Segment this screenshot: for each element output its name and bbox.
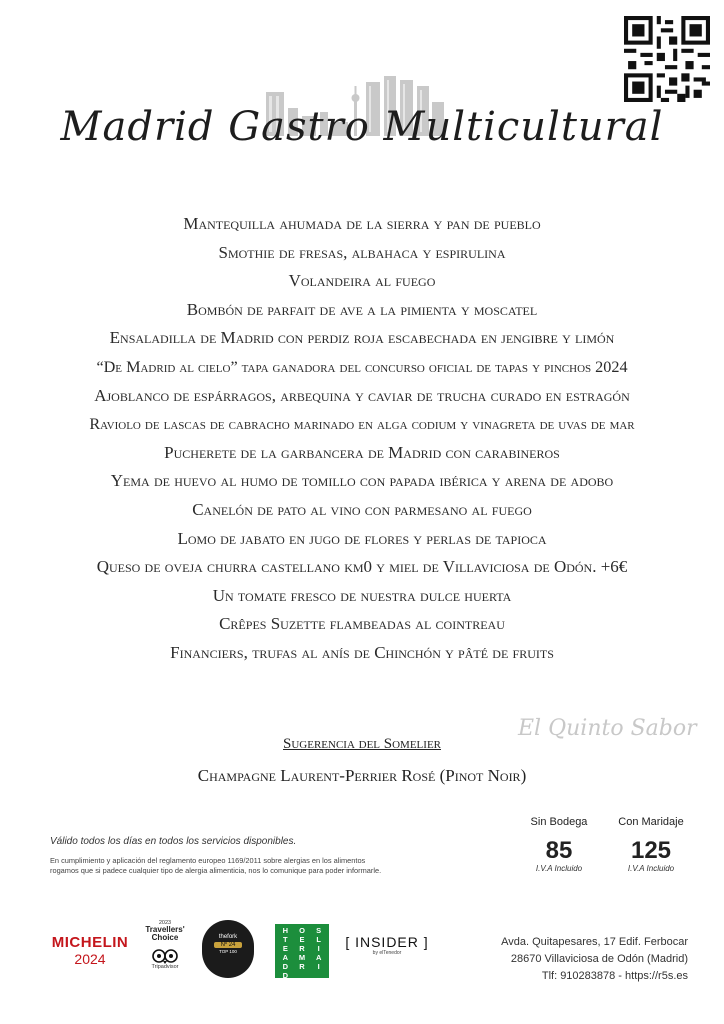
hosteleria-madrid-badge [275,924,329,978]
menu-item: Yema de huevo al humo de tomillo con papada ibérica y arena de adobo [110,471,614,491]
menu-item: Un tomate fresco de nuestra dulce huerta [212,585,512,605]
menu-item: Raviolo de lascas de cabracho marinado en alga codium y vinagreta de uvas de mar [89,415,635,434]
address-line: Avda. Quitapesares, 17 Edif. Ferbocar [501,936,688,948]
tripadvisor-badge [140,920,190,982]
somelier-heading: Sugerencia del Somelier [283,736,441,752]
price-con-maridaje [606,816,696,873]
menu-item: Crêpes Suzette flambeadas al cointreau [219,614,505,634]
michelin-year: 2024 [74,951,106,967]
fork-top: TOP 100 [219,949,237,954]
badge-letter: A [315,953,322,962]
badge-letter: I [317,962,320,971]
wine-suggestion: Champagne Laurent-Perrier Rosé (Pinot Noir) [197,766,527,785]
price-value: 125 [630,837,672,864]
trip-year: 2023 [158,920,172,926]
menu-item: “De Madrid al cielo” tapa ganadora del concurso oficial de tapas y pinchos 2024 [96,357,628,376]
signature-watermark: El Quinto Sabor [518,716,697,741]
validity-note: Válido todos los días en todos los servicios disponibles. [50,836,297,847]
trip-brand: Tripadvisor [151,964,179,970]
insider-name: [ INSIDER ] [345,934,429,950]
badge-letter: L [316,935,321,944]
trip-title-2: Choice [151,933,179,942]
michelin-badge [50,934,130,967]
insider-by: by elTenedor [372,950,402,956]
menu-item: Lomo de jabato en jugo de flores y perlas de tapioca [177,528,547,548]
menu-item: Ensaladilla de Madrid con perdiz roja escabechada en jengibre y limón [109,328,615,348]
badge-letter: D [282,971,289,980]
insider-badge [342,934,432,956]
owl-icon [152,948,178,964]
address-line: 28670 Villaviciosa de Odón (Madrid) [510,953,688,965]
price-label: Sin Bodega [530,816,588,828]
price-sin-bodega [514,816,604,873]
menu-item: Pucherete de la garbancera de Madrid con carabineros [164,442,560,462]
address-block [462,934,688,985]
contact-line[interactable]: Tlf: 910283878 - https://r5s.es [541,970,688,982]
thefork-badge [202,920,254,978]
badge-letter: H [282,926,289,935]
michelin-name: MICHELIN [51,934,129,951]
badge-letter: O [299,926,305,935]
allergy-legal-note [50,856,490,875]
menu-list [0,210,724,668]
legal-line: rogamos que si padece cualquier tipo de alergia alimenticia, nos lo comunique para poder informarle. [50,865,382,875]
price-tax-note: I.V.A Incluido [535,864,583,873]
badge-letter: I [317,944,320,953]
trip-title-1: Travellers' [145,925,185,934]
fork-rank: Nº 24 [214,942,242,948]
menu-item: Volandeira al fuego [288,271,436,291]
restaurant-title: Madrid Gastro Multicultural [60,104,664,150]
legal-line: En cumplimiento y aplicación del reglamento europeo 1169/2011 sobre alergias en los alimentos [50,856,366,865]
badge-letter: E [299,935,305,944]
badge-letter: T [283,935,288,944]
qr-code-icon[interactable] [624,16,710,102]
badge-letter: R [299,944,305,953]
menu-item: Smothie de fresas, albahaca y espirulina [218,242,506,262]
badge-letter: E [282,944,288,953]
badge-letter: M [298,953,306,962]
price-value: 85 [545,837,573,864]
badge-letter: D [282,962,289,971]
menu-item: Queso de oveja churra castellano km0 y miel de Villaviciosa de Odón. +6€ [96,557,628,577]
fork-brand: thefork [218,934,238,940]
menu-item: Canelón de pato al vino con parmesano al fuego [192,499,532,519]
menu-item: Bombón de parfait de ave a la pimienta y moscatel [186,299,538,319]
badge-letter: R [299,962,305,971]
price-tax-note: I.V.A Incluido [627,864,675,873]
menu-item: Ajoblanco de espárragos, arbequina y caviar de trucha curado en estragón [94,385,630,405]
menu-item: Mantequilla ahumada de la sierra y pan de pueblo [183,214,541,233]
price-label: Con Maridaje [618,816,684,828]
menu-item: Financiers, trufas al anís de Chinchón y pâté de fruits [170,642,554,662]
badge-letter: S [316,926,322,935]
badge-letter: A [282,953,289,962]
